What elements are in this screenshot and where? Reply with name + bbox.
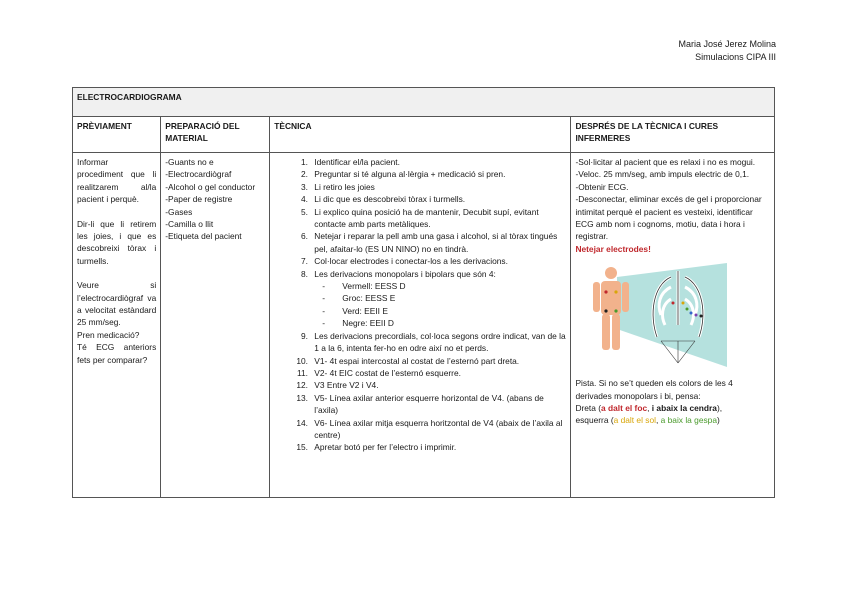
material-item: -Electrocardiògraf (165, 169, 232, 180)
tecnica-cell (270, 153, 571, 498)
despres-item: -Obtenir ECG. (575, 181, 629, 192)
tecnica-step: 15. Apretar botó per fer l’electro i imprimir. (310, 441, 566, 453)
tecnica-step (310, 268, 566, 330)
tecnica-step: 7. Col·locar electrodes i conectar-los a les derivacions. (310, 255, 566, 267)
monopolar-item: - Vermell: EESS D (338, 280, 566, 292)
tecnica-steps (274, 156, 566, 454)
despres-item: -Sol·licitar al pacient que es relaxi i no es mogui. (575, 157, 756, 167)
mnemonic-comma: , (647, 403, 652, 414)
material-item: -Etiqueta del pacient (165, 231, 242, 242)
dreta-suffix: ), (716, 403, 723, 414)
monopolar-item: - Negre: EEII D (338, 317, 566, 329)
monopolar-list (314, 280, 566, 330)
despres-item: -Veloc. 25 mm/seg, amb impuls electric de 0,1. (575, 169, 750, 180)
pista-text: Pista. Si no se’t queden els colors de les 4 derivades monopolars i bi, pensa: (575, 378, 733, 401)
mnemonic-comma: , (655, 415, 661, 426)
ecg-procedure-table (72, 87, 775, 498)
esquerra-prefix: esquerra ( (575, 415, 614, 426)
baix-gespa-text: a baix la gespa (660, 415, 717, 426)
material-item: -Gases (165, 206, 193, 217)
material-item: -Camilla o llit (165, 219, 214, 230)
previament-cell (73, 153, 161, 498)
dalt-sol-text: a dalt el sol (613, 415, 656, 426)
previament-text: Pren medicació? (77, 329, 140, 340)
column-header-material: PREPARACIÓ DEL MATERIAL (161, 117, 270, 153)
tecnica-step: 4. Li dic que es descobreixi tòrax i turmells. (310, 193, 566, 205)
esquerra-suffix: ) (716, 415, 720, 426)
monopolar-item: - Groc: EESS E (338, 292, 566, 304)
dalt-foc-text: a dalt el foc (601, 403, 648, 414)
ecg-electrode-placement-illustration (575, 259, 763, 371)
tecnica-step: 3. Li retiro les joies (310, 181, 566, 193)
netejar-exclamation: ! (648, 243, 651, 254)
column-header-previament: PRÈVIAMENT (73, 117, 161, 153)
netejar-note (575, 243, 770, 255)
table-title: ELECTROCARDIOGRAMA (73, 88, 775, 117)
material-item: -Paper de registre (165, 194, 233, 205)
material-cell (161, 153, 270, 498)
tecnica-step: 9. Les derivacions precordials, col·loca segons ordre indicat, van de la 1 a la 6, intenta fer-ho en odre així no et perds. (310, 330, 566, 355)
mnemonic-esquerra (575, 414, 770, 426)
tecnica-step: 6. Netejar i reparar la pell amb una gasa i alcohol, si al tòrax tingués pel, afaitar-lo (ES UN NINO) no en tindrà. (310, 230, 566, 255)
tecnica-step: 10. V1- 4t espai intercostal al costat de l’esternó part dreta. (310, 355, 566, 367)
mnemonic-dreta (575, 402, 770, 414)
tecnica-step: 2. Preguntar si té alguna al·lèrgia + medicació si pren. (310, 168, 566, 180)
author-name: Maria José Jerez Molina (678, 39, 776, 49)
tecnica-step: 11. V2- 4t EIC costat de l’esternó esquerre. (310, 367, 566, 379)
dreta-prefix: Dreta ( (575, 403, 602, 414)
tecnica-step: 5. Li explico quina posició ha de mantenir, Decubit supí, evitant contacte amb parts metàliques. (310, 206, 566, 231)
previament-text: Té ECG anteriors fets per comparar? (77, 342, 157, 365)
tecnica-step: 13. V5- Línea axilar anterior esquerre horizontal de V4. (abans de l’axila) (310, 392, 566, 417)
column-header-despres: DESPRÉS DE LA TÈCNICA I CURES INFERMERES (571, 117, 775, 153)
page-header (678, 38, 776, 64)
table-title-row (73, 88, 775, 117)
material-item: -Guants no e (165, 157, 214, 167)
table-header-row (73, 117, 775, 153)
course-name: Simulacions CIPA III (695, 52, 776, 62)
material-item: -Alcohol o gel conductor (165, 181, 256, 192)
monopolar-item: - Verd: EEII E (338, 305, 566, 317)
previament-text: Dir-li que li retirem les joies, i que es descobreixi tòrax i turmells. (77, 218, 157, 266)
tecnica-step: 14. V6- Línea axilar mitja esquerra horitzontal de V4 (abaix de l’axila al centre) (310, 417, 566, 442)
column-header-tecnica: TÈCNICA (270, 117, 571, 153)
tecnica-step: 1. Identificar el/la pacient. (310, 156, 566, 168)
baix-cendra-text: i abaix la cendra (651, 403, 717, 414)
table-body-row (73, 153, 775, 498)
tecnica-step: 12. V3 Entre V2 i V4. (310, 379, 566, 391)
netejar-electrodes-text: Netejar electrodes (575, 243, 649, 254)
previament-text: Informar procediment que li realitzarem al/la pacient i perquè. (77, 157, 157, 205)
previament-text: Veure si l’electrocardiògraf va a velocitat estàndard 25 mm/seg. (77, 280, 157, 328)
tecnica-step-text: Les derivacions monopolars i bipolars que són 4: (314, 268, 496, 279)
despres-item: -Desconectar, eliminar excés de gel i proporcionar intimitat perquè el pacient es vesteixi, identificar ECG amb nom i cognoms, motiu, data i hora i registrar. (575, 194, 762, 242)
despres-cell (571, 153, 775, 498)
